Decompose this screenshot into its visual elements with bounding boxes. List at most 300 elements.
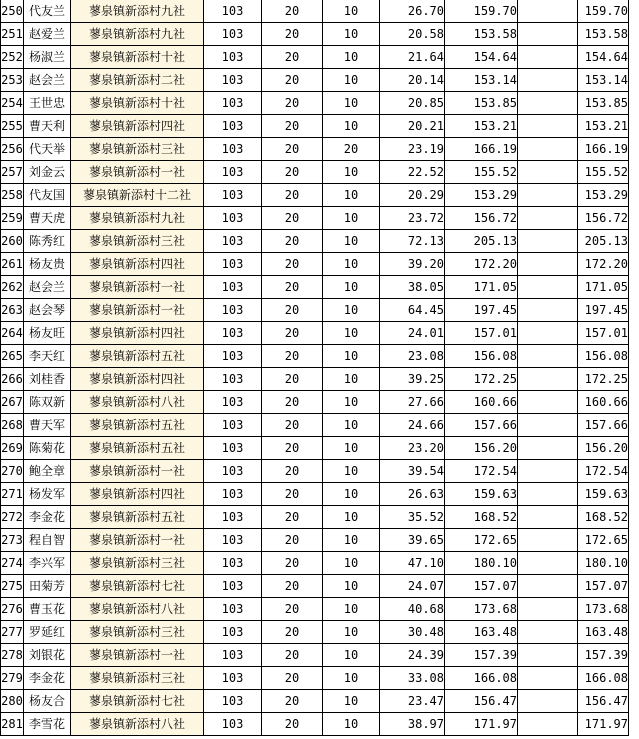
value-cell-2: 20 bbox=[262, 483, 323, 506]
blank-cell bbox=[518, 644, 578, 667]
table-row bbox=[1, 299, 629, 322]
amount-cell-1: 23.47 bbox=[380, 690, 445, 713]
row-number-cell: 277 bbox=[1, 621, 24, 644]
total-cell: 157.39 bbox=[578, 644, 629, 667]
table-row bbox=[1, 161, 629, 184]
value-cell-1: 103 bbox=[204, 368, 262, 391]
table-row bbox=[1, 621, 629, 644]
value-cell-3: 10 bbox=[323, 552, 380, 575]
amount-cell-1: 21.64 bbox=[380, 46, 445, 69]
amount-cell-1: 24.07 bbox=[380, 575, 445, 598]
total-cell: 153.21 bbox=[578, 115, 629, 138]
value-cell-3: 10 bbox=[323, 161, 380, 184]
value-cell-2: 20 bbox=[262, 115, 323, 138]
amount-cell-2: 172.25 bbox=[445, 368, 518, 391]
address-cell: 蓼泉镇新添村四社 bbox=[71, 368, 204, 391]
amount-cell-1: 39.65 bbox=[380, 529, 445, 552]
value-cell-1: 103 bbox=[204, 391, 262, 414]
table-row bbox=[1, 391, 629, 414]
value-cell-3: 10 bbox=[323, 644, 380, 667]
amount-cell-1: 35.52 bbox=[380, 506, 445, 529]
amount-cell-1: 20.21 bbox=[380, 115, 445, 138]
name-cell: 刘桂香 bbox=[24, 368, 71, 391]
table-row bbox=[1, 207, 629, 230]
blank-cell bbox=[518, 713, 578, 736]
value-cell-2: 20 bbox=[262, 184, 323, 207]
amount-cell-2: 173.68 bbox=[445, 598, 518, 621]
total-cell: 205.13 bbox=[578, 230, 629, 253]
value-cell-3: 10 bbox=[323, 0, 380, 23]
value-cell-2: 20 bbox=[262, 46, 323, 69]
value-cell-3: 10 bbox=[323, 414, 380, 437]
value-cell-1: 103 bbox=[204, 299, 262, 322]
amount-cell-1: 24.01 bbox=[380, 322, 445, 345]
row-number-cell: 259 bbox=[1, 207, 24, 230]
blank-cell bbox=[518, 115, 578, 138]
amount-cell-1: 47.10 bbox=[380, 552, 445, 575]
amount-cell-2: 157.66 bbox=[445, 414, 518, 437]
amount-cell-1: 64.45 bbox=[380, 299, 445, 322]
name-cell: 代友兰 bbox=[24, 0, 71, 23]
blank-cell bbox=[518, 276, 578, 299]
blank-cell bbox=[518, 69, 578, 92]
amount-cell-1: 23.08 bbox=[380, 345, 445, 368]
blank-cell bbox=[518, 460, 578, 483]
value-cell-3: 20 bbox=[323, 138, 380, 161]
value-cell-3: 10 bbox=[323, 529, 380, 552]
address-cell: 蓼泉镇新添村一社 bbox=[71, 644, 204, 667]
value-cell-1: 103 bbox=[204, 92, 262, 115]
amount-cell-1: 39.25 bbox=[380, 368, 445, 391]
value-cell-3: 10 bbox=[323, 437, 380, 460]
name-cell: 李雪花 bbox=[24, 713, 71, 736]
row-number-cell: 270 bbox=[1, 460, 24, 483]
total-cell: 171.97 bbox=[578, 713, 629, 736]
value-cell-2: 20 bbox=[262, 23, 323, 46]
value-cell-2: 20 bbox=[262, 552, 323, 575]
blank-cell bbox=[518, 506, 578, 529]
address-cell: 蓼泉镇新添村一社 bbox=[71, 529, 204, 552]
value-cell-2: 20 bbox=[262, 368, 323, 391]
blank-cell bbox=[518, 667, 578, 690]
row-number-cell: 265 bbox=[1, 345, 24, 368]
row-number-cell: 252 bbox=[1, 46, 24, 69]
amount-cell-2: 172.54 bbox=[445, 460, 518, 483]
value-cell-2: 20 bbox=[262, 529, 323, 552]
value-cell-2: 20 bbox=[262, 391, 323, 414]
total-cell: 172.25 bbox=[578, 368, 629, 391]
value-cell-3: 10 bbox=[323, 391, 380, 414]
blank-cell bbox=[518, 621, 578, 644]
value-cell-2: 20 bbox=[262, 345, 323, 368]
value-cell-3: 10 bbox=[323, 460, 380, 483]
value-cell-3: 10 bbox=[323, 506, 380, 529]
table-row bbox=[1, 46, 629, 69]
value-cell-1: 103 bbox=[204, 161, 262, 184]
value-cell-1: 103 bbox=[204, 345, 262, 368]
value-cell-3: 10 bbox=[323, 115, 380, 138]
name-cell: 刘银花 bbox=[24, 644, 71, 667]
address-cell: 蓼泉镇新添村五社 bbox=[71, 414, 204, 437]
value-cell-2: 20 bbox=[262, 621, 323, 644]
table-row bbox=[1, 460, 629, 483]
amount-cell-1: 26.70 bbox=[380, 0, 445, 23]
value-cell-1: 103 bbox=[204, 460, 262, 483]
address-cell: 蓼泉镇新添村一社 bbox=[71, 299, 204, 322]
amount-cell-2: 166.08 bbox=[445, 667, 518, 690]
table-row bbox=[1, 253, 629, 276]
value-cell-3: 10 bbox=[323, 46, 380, 69]
table-row bbox=[1, 690, 629, 713]
value-cell-1: 103 bbox=[204, 207, 262, 230]
amount-cell-1: 27.66 bbox=[380, 391, 445, 414]
total-cell: 157.07 bbox=[578, 575, 629, 598]
blank-cell bbox=[518, 414, 578, 437]
amount-cell-2: 156.72 bbox=[445, 207, 518, 230]
name-cell: 陈双新 bbox=[24, 391, 71, 414]
amount-cell-2: 153.58 bbox=[445, 23, 518, 46]
value-cell-1: 103 bbox=[204, 184, 262, 207]
name-cell: 陈菊花 bbox=[24, 437, 71, 460]
address-cell: 蓼泉镇新添村十社 bbox=[71, 92, 204, 115]
row-number-cell: 257 bbox=[1, 161, 24, 184]
value-cell-2: 20 bbox=[262, 299, 323, 322]
name-cell: 杨友合 bbox=[24, 690, 71, 713]
address-cell: 蓼泉镇新添村八社 bbox=[71, 391, 204, 414]
name-cell: 曹天军 bbox=[24, 414, 71, 437]
value-cell-2: 20 bbox=[262, 437, 323, 460]
blank-cell bbox=[518, 575, 578, 598]
value-cell-3: 10 bbox=[323, 483, 380, 506]
table-row bbox=[1, 667, 629, 690]
value-cell-1: 103 bbox=[204, 322, 262, 345]
value-cell-1: 103 bbox=[204, 414, 262, 437]
address-cell: 蓼泉镇新添村一社 bbox=[71, 460, 204, 483]
value-cell-1: 103 bbox=[204, 253, 262, 276]
row-number-cell: 250 bbox=[1, 0, 24, 23]
amount-cell-2: 155.52 bbox=[445, 161, 518, 184]
name-cell: 杨淑兰 bbox=[24, 46, 71, 69]
address-cell: 蓼泉镇新添村四社 bbox=[71, 322, 204, 345]
amount-cell-2: 160.66 bbox=[445, 391, 518, 414]
value-cell-1: 103 bbox=[204, 23, 262, 46]
amount-cell-2: 157.07 bbox=[445, 575, 518, 598]
amount-cell-1: 39.54 bbox=[380, 460, 445, 483]
table-row bbox=[1, 414, 629, 437]
row-number-cell: 258 bbox=[1, 184, 24, 207]
amount-cell-1: 20.85 bbox=[380, 92, 445, 115]
value-cell-3: 10 bbox=[323, 253, 380, 276]
row-number-cell: 266 bbox=[1, 368, 24, 391]
name-cell: 李兴军 bbox=[24, 552, 71, 575]
table-row bbox=[1, 92, 629, 115]
name-cell: 杨友旺 bbox=[24, 322, 71, 345]
amount-cell-1: 23.20 bbox=[380, 437, 445, 460]
table-row bbox=[1, 552, 629, 575]
total-cell: 156.72 bbox=[578, 207, 629, 230]
value-cell-2: 20 bbox=[262, 414, 323, 437]
value-cell-2: 20 bbox=[262, 460, 323, 483]
address-cell: 蓼泉镇新添村九社 bbox=[71, 207, 204, 230]
total-cell: 154.64 bbox=[578, 46, 629, 69]
address-cell: 蓼泉镇新添村九社 bbox=[71, 23, 204, 46]
total-cell: 166.08 bbox=[578, 667, 629, 690]
amount-cell-2: 153.21 bbox=[445, 115, 518, 138]
blank-cell bbox=[518, 253, 578, 276]
value-cell-2: 20 bbox=[262, 276, 323, 299]
total-cell: 163.48 bbox=[578, 621, 629, 644]
value-cell-3: 10 bbox=[323, 690, 380, 713]
total-cell: 153.85 bbox=[578, 92, 629, 115]
total-cell: 172.54 bbox=[578, 460, 629, 483]
total-cell: 171.05 bbox=[578, 276, 629, 299]
value-cell-1: 103 bbox=[204, 483, 262, 506]
total-cell: 156.47 bbox=[578, 690, 629, 713]
table-row bbox=[1, 575, 629, 598]
row-number-cell: 271 bbox=[1, 483, 24, 506]
value-cell-2: 20 bbox=[262, 161, 323, 184]
value-cell-3: 10 bbox=[323, 575, 380, 598]
value-cell-3: 10 bbox=[323, 230, 380, 253]
amount-cell-2: 156.20 bbox=[445, 437, 518, 460]
table-row bbox=[1, 437, 629, 460]
value-cell-2: 20 bbox=[262, 0, 323, 23]
address-cell: 蓼泉镇新添村五社 bbox=[71, 506, 204, 529]
address-cell: 蓼泉镇新添村三社 bbox=[71, 552, 204, 575]
value-cell-1: 103 bbox=[204, 115, 262, 138]
table-row bbox=[1, 138, 629, 161]
total-cell: 160.66 bbox=[578, 391, 629, 414]
row-number-cell: 280 bbox=[1, 690, 24, 713]
name-cell: 刘金云 bbox=[24, 161, 71, 184]
value-cell-2: 20 bbox=[262, 598, 323, 621]
value-cell-1: 103 bbox=[204, 437, 262, 460]
name-cell: 鲍全章 bbox=[24, 460, 71, 483]
name-cell: 曹天虎 bbox=[24, 207, 71, 230]
amount-cell-2: 171.05 bbox=[445, 276, 518, 299]
row-number-cell: 269 bbox=[1, 437, 24, 460]
row-number-cell: 260 bbox=[1, 230, 24, 253]
blank-cell bbox=[518, 46, 578, 69]
row-number-cell: 267 bbox=[1, 391, 24, 414]
amount-cell-1: 38.05 bbox=[380, 276, 445, 299]
row-number-cell: 268 bbox=[1, 414, 24, 437]
value-cell-3: 10 bbox=[323, 92, 380, 115]
value-cell-1: 103 bbox=[204, 0, 262, 23]
name-cell: 杨发军 bbox=[24, 483, 71, 506]
name-cell: 曹天利 bbox=[24, 115, 71, 138]
value-cell-3: 10 bbox=[323, 713, 380, 736]
amount-cell-2: 156.08 bbox=[445, 345, 518, 368]
total-cell: 157.01 bbox=[578, 322, 629, 345]
amount-cell-2: 157.01 bbox=[445, 322, 518, 345]
value-cell-1: 103 bbox=[204, 230, 262, 253]
name-cell: 赵爱兰 bbox=[24, 23, 71, 46]
amount-cell-2: 166.19 bbox=[445, 138, 518, 161]
row-number-cell: 264 bbox=[1, 322, 24, 345]
blank-cell bbox=[518, 529, 578, 552]
address-cell: 蓼泉镇新添村四社 bbox=[71, 483, 204, 506]
total-cell: 172.20 bbox=[578, 253, 629, 276]
amount-cell-1: 23.72 bbox=[380, 207, 445, 230]
blank-cell bbox=[518, 437, 578, 460]
blank-cell bbox=[518, 552, 578, 575]
value-cell-2: 20 bbox=[262, 575, 323, 598]
row-number-cell: 256 bbox=[1, 138, 24, 161]
value-cell-2: 20 bbox=[262, 138, 323, 161]
address-cell: 蓼泉镇新添村一社 bbox=[71, 161, 204, 184]
value-cell-2: 20 bbox=[262, 253, 323, 276]
address-cell: 蓼泉镇新添村十社 bbox=[71, 46, 204, 69]
row-number-cell: 281 bbox=[1, 713, 24, 736]
amount-cell-2: 154.64 bbox=[445, 46, 518, 69]
amount-cell-1: 40.68 bbox=[380, 598, 445, 621]
value-cell-3: 10 bbox=[323, 345, 380, 368]
address-cell: 蓼泉镇新添村四社 bbox=[71, 253, 204, 276]
amount-cell-1: 30.48 bbox=[380, 621, 445, 644]
blank-cell bbox=[518, 483, 578, 506]
address-cell: 蓼泉镇新添村三社 bbox=[71, 230, 204, 253]
blank-cell bbox=[518, 299, 578, 322]
name-cell: 李金花 bbox=[24, 506, 71, 529]
amount-cell-1: 20.29 bbox=[380, 184, 445, 207]
amount-cell-1: 39.20 bbox=[380, 253, 445, 276]
blank-cell bbox=[518, 138, 578, 161]
name-cell: 李天红 bbox=[24, 345, 71, 368]
amount-cell-1: 23.19 bbox=[380, 138, 445, 161]
value-cell-3: 10 bbox=[323, 69, 380, 92]
total-cell: 159.63 bbox=[578, 483, 629, 506]
value-cell-1: 103 bbox=[204, 529, 262, 552]
row-number-cell: 279 bbox=[1, 667, 24, 690]
value-cell-3: 10 bbox=[323, 23, 380, 46]
value-cell-3: 10 bbox=[323, 621, 380, 644]
value-cell-1: 103 bbox=[204, 552, 262, 575]
value-cell-2: 20 bbox=[262, 69, 323, 92]
value-cell-2: 20 bbox=[262, 207, 323, 230]
name-cell: 杨友贵 bbox=[24, 253, 71, 276]
value-cell-2: 20 bbox=[262, 667, 323, 690]
amount-cell-1: 26.63 bbox=[380, 483, 445, 506]
amount-cell-2: 197.45 bbox=[445, 299, 518, 322]
total-cell: 156.08 bbox=[578, 345, 629, 368]
address-cell: 蓼泉镇新添村三社 bbox=[71, 667, 204, 690]
value-cell-2: 20 bbox=[262, 713, 323, 736]
amount-cell-2: 205.13 bbox=[445, 230, 518, 253]
table-row bbox=[1, 276, 629, 299]
amount-cell-1: 38.97 bbox=[380, 713, 445, 736]
address-cell: 蓼泉镇新添村七社 bbox=[71, 575, 204, 598]
total-cell: 157.66 bbox=[578, 414, 629, 437]
blank-cell bbox=[518, 0, 578, 23]
blank-cell bbox=[518, 207, 578, 230]
total-cell: 166.19 bbox=[578, 138, 629, 161]
value-cell-1: 103 bbox=[204, 69, 262, 92]
total-cell: 168.52 bbox=[578, 506, 629, 529]
total-cell: 173.68 bbox=[578, 598, 629, 621]
value-cell-2: 20 bbox=[262, 322, 323, 345]
value-cell-3: 10 bbox=[323, 207, 380, 230]
address-cell: 蓼泉镇新添村一社 bbox=[71, 276, 204, 299]
amount-cell-1: 72.13 bbox=[380, 230, 445, 253]
amount-cell-1: 24.66 bbox=[380, 414, 445, 437]
table-row bbox=[1, 345, 629, 368]
table-row bbox=[1, 230, 629, 253]
amount-cell-1: 20.58 bbox=[380, 23, 445, 46]
total-cell: 180.10 bbox=[578, 552, 629, 575]
table-row bbox=[1, 23, 629, 46]
table-row bbox=[1, 483, 629, 506]
blank-cell bbox=[518, 322, 578, 345]
name-cell: 王世忠 bbox=[24, 92, 71, 115]
row-number-cell: 275 bbox=[1, 575, 24, 598]
amount-cell-1: 20.14 bbox=[380, 69, 445, 92]
value-cell-1: 103 bbox=[204, 644, 262, 667]
name-cell: 田菊芳 bbox=[24, 575, 71, 598]
blank-cell bbox=[518, 184, 578, 207]
blank-cell bbox=[518, 391, 578, 414]
address-cell: 蓼泉镇新添村三社 bbox=[71, 621, 204, 644]
total-cell: 197.45 bbox=[578, 299, 629, 322]
address-cell: 蓼泉镇新添村九社 bbox=[71, 0, 204, 23]
amount-cell-2: 153.29 bbox=[445, 184, 518, 207]
name-cell: 代天举 bbox=[24, 138, 71, 161]
row-number-cell: 254 bbox=[1, 92, 24, 115]
address-cell: 蓼泉镇新添村三社 bbox=[71, 138, 204, 161]
blank-cell bbox=[518, 92, 578, 115]
table-row bbox=[1, 506, 629, 529]
value-cell-3: 10 bbox=[323, 322, 380, 345]
table-row bbox=[1, 598, 629, 621]
blank-cell bbox=[518, 161, 578, 184]
amount-cell-2: 159.70 bbox=[445, 0, 518, 23]
value-cell-2: 20 bbox=[262, 644, 323, 667]
value-cell-1: 103 bbox=[204, 46, 262, 69]
row-number-cell: 262 bbox=[1, 276, 24, 299]
blank-cell bbox=[518, 368, 578, 391]
amount-cell-2: 180.10 bbox=[445, 552, 518, 575]
amount-cell-2: 153.14 bbox=[445, 69, 518, 92]
amount-cell-1: 33.08 bbox=[380, 667, 445, 690]
name-cell: 陈秀红 bbox=[24, 230, 71, 253]
table-row bbox=[1, 115, 629, 138]
value-cell-1: 103 bbox=[204, 506, 262, 529]
name-cell: 赵会兰 bbox=[24, 276, 71, 299]
amount-cell-2: 157.39 bbox=[445, 644, 518, 667]
total-cell: 155.52 bbox=[578, 161, 629, 184]
row-number-cell: 251 bbox=[1, 23, 24, 46]
address-cell: 蓼泉镇新添村十二社 bbox=[71, 184, 204, 207]
amount-cell-2: 159.63 bbox=[445, 483, 518, 506]
total-cell: 156.20 bbox=[578, 437, 629, 460]
blank-cell bbox=[518, 23, 578, 46]
amount-cell-2: 153.85 bbox=[445, 92, 518, 115]
value-cell-1: 103 bbox=[204, 598, 262, 621]
table-row bbox=[1, 713, 629, 736]
amount-cell-2: 156.47 bbox=[445, 690, 518, 713]
row-number-cell: 276 bbox=[1, 598, 24, 621]
address-cell: 蓼泉镇新添村五社 bbox=[71, 437, 204, 460]
row-number-cell: 274 bbox=[1, 552, 24, 575]
value-cell-1: 103 bbox=[204, 575, 262, 598]
table-row bbox=[1, 184, 629, 207]
value-cell-1: 103 bbox=[204, 690, 262, 713]
row-number-cell: 261 bbox=[1, 253, 24, 276]
amount-cell-2: 171.97 bbox=[445, 713, 518, 736]
blank-cell bbox=[518, 230, 578, 253]
amount-cell-2: 172.65 bbox=[445, 529, 518, 552]
value-cell-3: 10 bbox=[323, 299, 380, 322]
